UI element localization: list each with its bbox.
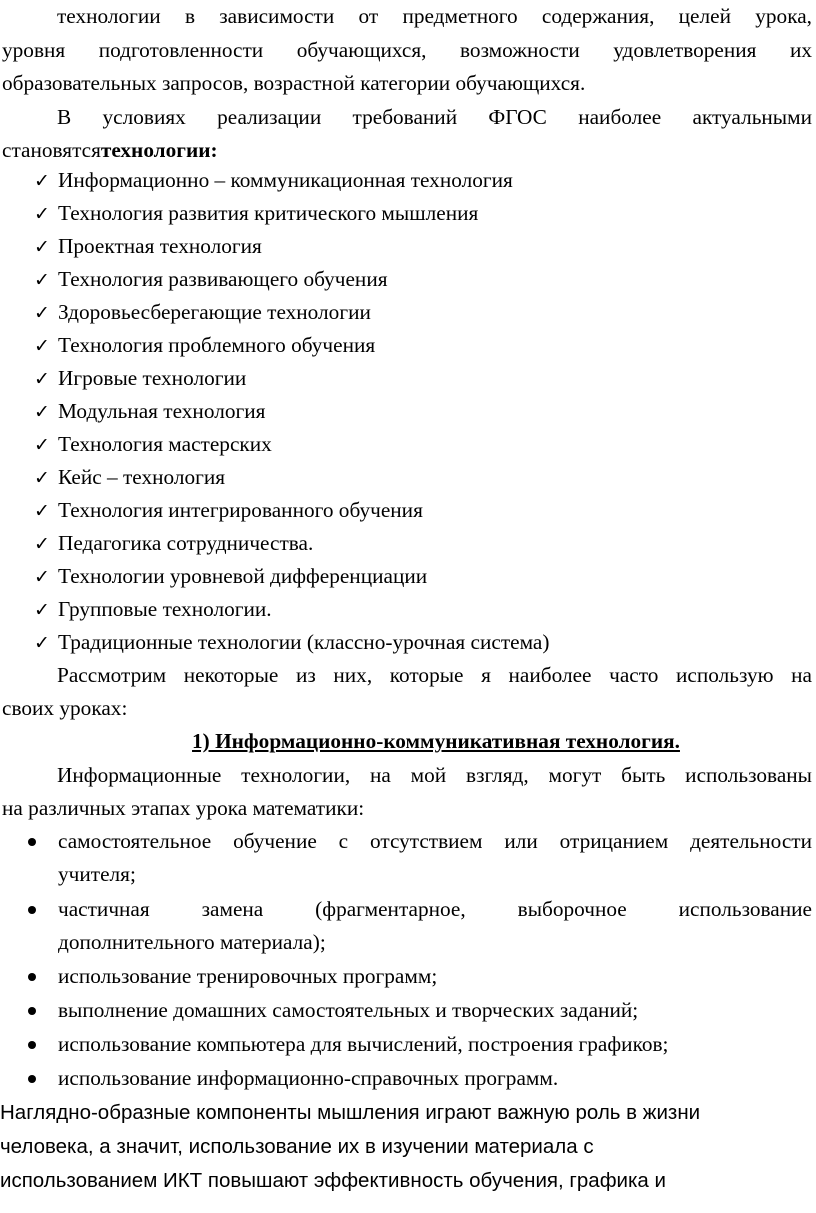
list-item — [28, 1030, 812, 1058]
checkmark-icon: ✓ — [34, 368, 50, 390]
checkmark-icon: ✓ — [34, 302, 50, 324]
para1-line2: уровня подготовленности обучающихся, возможности удовлетворения их — [2, 38, 812, 62]
checkmark-icon: ✓ — [34, 632, 50, 654]
checkmark-icon: ✓ — [34, 203, 50, 225]
list-item — [34, 430, 272, 459]
para4-line1: Информационные технологии, на мой взгляд, могут быть использованы — [57, 763, 812, 787]
checkmark-icon: ✓ — [34, 434, 50, 456]
section-heading: 1) Информационно-коммуникативная технология. — [192, 729, 680, 753]
para2-line1: В условиях реализации требований ФГОС наиболее актуальными — [57, 105, 812, 129]
list-item-text: Технология развития критического мышления — [58, 201, 479, 225]
para5-line2: человека, а значит, использование их в изучении материала с — [0, 1135, 594, 1158]
list-item-text: самостоятельное обучение с отсутствием или отрицанием деятельности — [58, 829, 812, 853]
list-item — [34, 562, 427, 591]
list-item — [34, 628, 549, 657]
list-item — [34, 463, 225, 492]
list-item-text: частичная замена (фрагментарное, выборочное использование — [58, 897, 812, 921]
bullet-icon — [28, 1075, 36, 1083]
list-item — [28, 827, 812, 889]
list-item — [34, 496, 423, 525]
list-item — [34, 529, 313, 558]
list-item-text: Информационно – коммуникационная технология — [58, 168, 513, 192]
bullet-icon — [28, 1007, 36, 1015]
list-item-text: Технологии уровневой дифференциации — [58, 564, 428, 588]
list-item-text: Технология интегрированного обучения — [58, 498, 423, 522]
para1-line3: образовательных запросов, возрастной категории обучающихся. — [2, 71, 586, 95]
list-item-text: использование информационно-справочных программ. — [58, 1066, 559, 1090]
list-item-text: Традиционные технологии (классно-урочная система) — [58, 630, 550, 654]
checkmark-icon: ✓ — [34, 500, 50, 522]
list-item-text: Игровые технологии — [58, 366, 247, 390]
list-item — [34, 166, 513, 195]
list-item — [34, 397, 265, 426]
list-item-text: учителя; — [58, 862, 136, 886]
list-item-text: использование компьютера для вычислений, построения графиков; — [58, 1032, 669, 1056]
para5-line1: Наглядно-образные компоненты мышления играют важную роль в жизни — [0, 1101, 701, 1124]
list-item — [34, 331, 375, 360]
para5-line3: использованием ИКТ повышают эффективность обучения, графика и — [0, 1169, 666, 1192]
checkmark-icon: ✓ — [34, 467, 50, 489]
checkmark-icon: ✓ — [34, 335, 50, 357]
para2-bold-text: технологии: — [100, 138, 218, 162]
list-item — [34, 595, 272, 624]
checkmark-icon: ✓ — [34, 566, 50, 588]
list-item-text: Технология мастерских — [58, 432, 272, 456]
checkmark-icon: ✓ — [34, 599, 50, 621]
para1-line1: технологии в зависимости от предметного содержания, целей урока, — [57, 4, 812, 28]
list-item — [28, 996, 812, 1024]
list-item — [34, 298, 371, 327]
para2-line2 — [2, 136, 218, 164]
checkmark-icon: ✓ — [34, 236, 50, 258]
list-item-text: дополнительного материала); — [58, 930, 326, 954]
list-item-text: Групповые технологии. — [58, 597, 272, 621]
list-item-text: Модульная технология — [58, 399, 266, 423]
list-item-text: выполнение домашних самостоятельных и творческих заданий; — [58, 998, 639, 1022]
para2-normal-text: становятся — [2, 138, 101, 162]
para4-line2: на различных этапах урока математики: — [2, 796, 365, 820]
list-item — [34, 232, 262, 261]
list-item-text: использование тренировочных программ; — [58, 964, 438, 988]
list-item — [28, 1064, 812, 1092]
list-item — [34, 199, 478, 228]
list-item-text: Кейс – технология — [58, 465, 226, 489]
para3-line2: своих уроках: — [2, 696, 128, 720]
checkmark-icon: ✓ — [34, 170, 50, 192]
list-item-text: Технология проблемного обучения — [58, 333, 376, 357]
bullet-icon — [28, 906, 36, 914]
list-item-text: Технология развивающего обучения — [58, 267, 388, 291]
list-item — [28, 895, 812, 957]
bullet-icon — [28, 1041, 36, 1049]
list-item — [34, 364, 246, 393]
checkmark-icon: ✓ — [34, 269, 50, 291]
bullet-icon — [28, 973, 36, 981]
checkmark-icon: ✓ — [34, 401, 50, 423]
checkmark-icon: ✓ — [34, 533, 50, 555]
list-item-text: Здоровьесберегающие технологии — [58, 300, 371, 324]
bullet-icon — [28, 838, 36, 846]
para3-line1: Рассмотрим некоторые из них, которые я наиболее часто использую на — [57, 663, 812, 687]
list-item — [34, 265, 388, 294]
list-item — [28, 962, 812, 990]
list-item-text: Педагогика сотрудничества. — [58, 531, 314, 555]
list-item-text: Проектная технология — [58, 234, 262, 258]
